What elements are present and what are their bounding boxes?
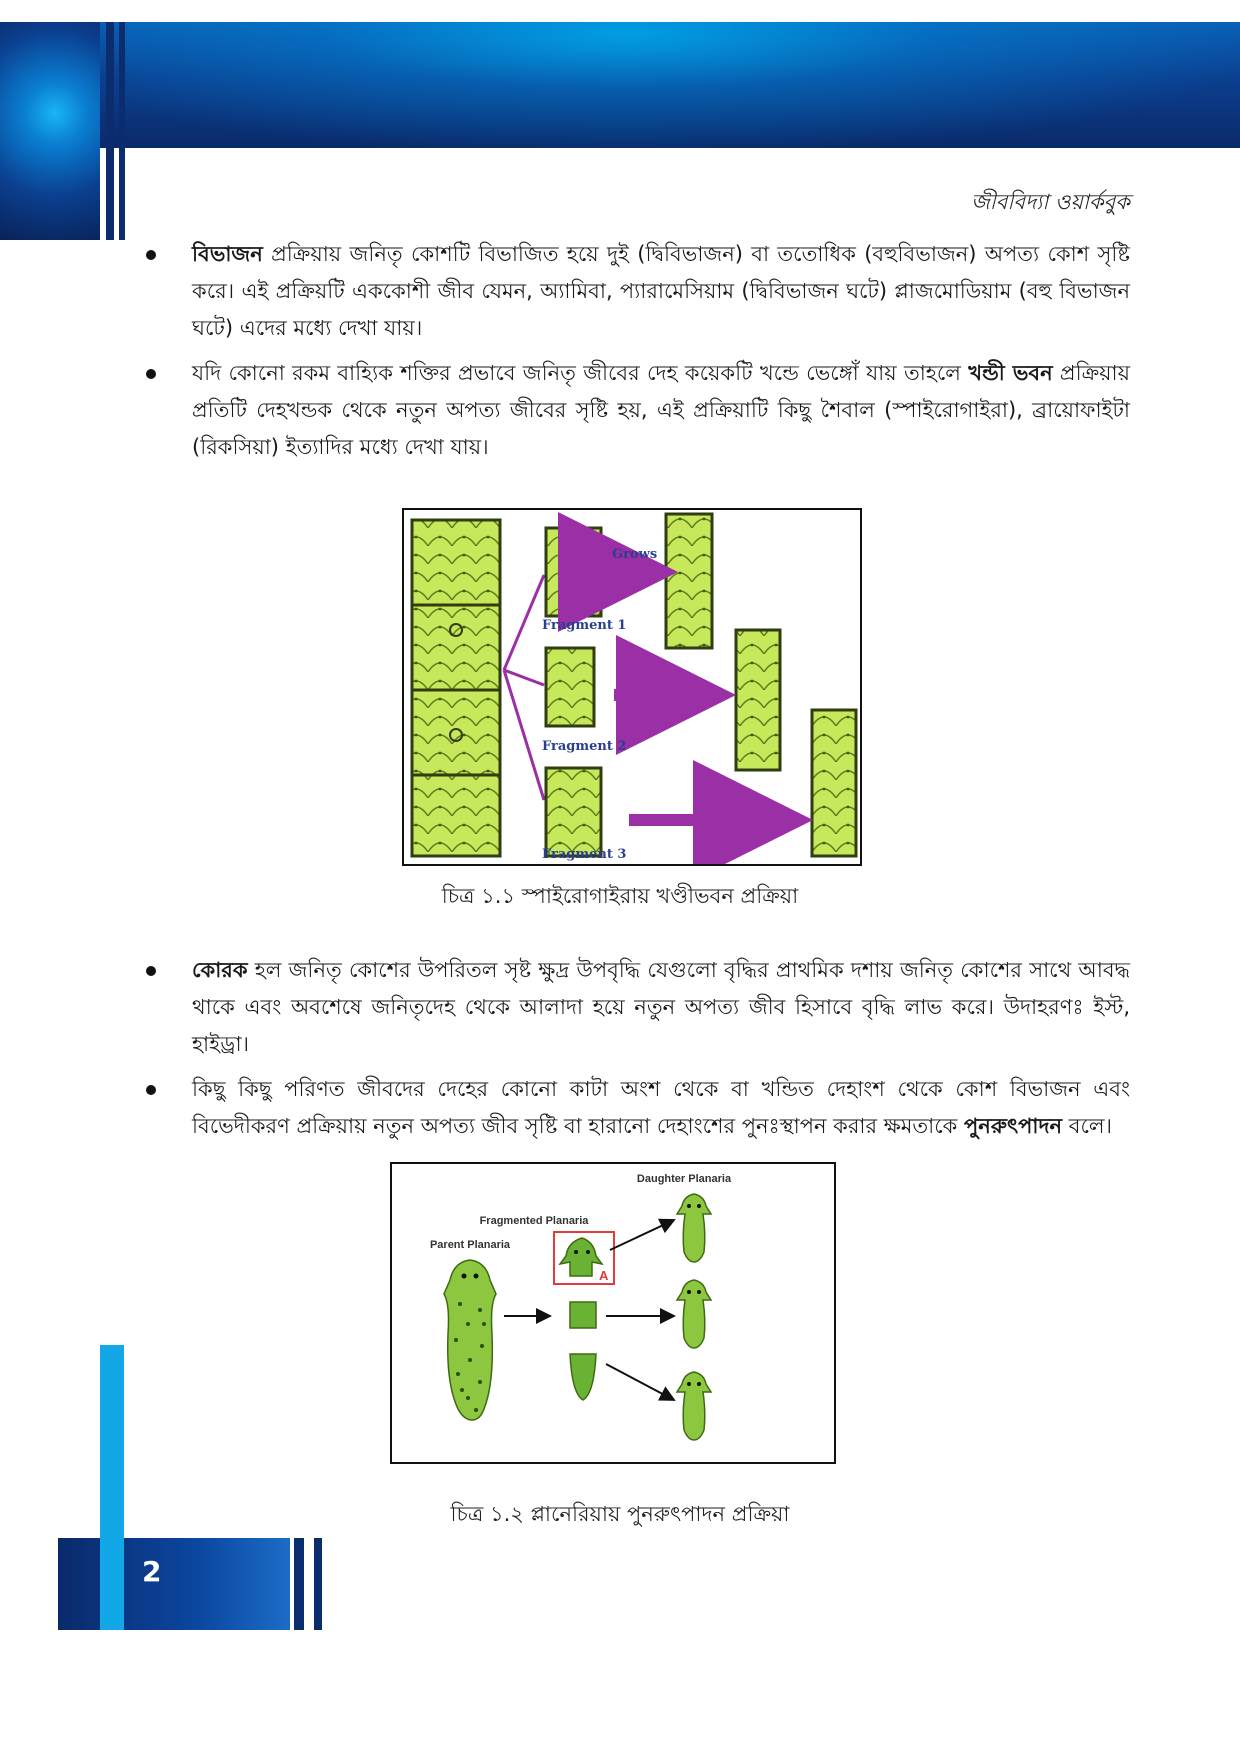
figure-caption: চিত্র ১.২ প্লানেরিয়ায় পুনরুৎপাদন প্রক্রিয়া [450,1502,790,1526]
label-fragmented-planaria: Fragmented Planaria [479,1215,589,1227]
label-grows: Grows [612,547,658,562]
header-band [0,22,1240,148]
filament-parent [412,520,500,856]
term-khandibhavan: খন্ডী ভবন [968,361,1053,385]
paragraph-text: প্রক্রিয়ায় প্রতিটি দেহখন্ডক থেকে নতুন অপত্য জীবের সৃষ্টি হয়, এই প্রক্রিয়াটি কিছু শৈবাল (স্পাইরোগাইরা), ব্রায়োফাইটা (রিকসিয়া) ইত্যাদির মধ্যে দেখা যায়। [192,361,1131,459]
bullet-icon [146,250,156,260]
footer-band [58,1538,290,1630]
fragment-3 [546,768,601,856]
term-punarutpadan: পুনরুৎপাদন [964,1114,1063,1138]
page-number: 2 [142,1555,162,1588]
fragment-2 [546,648,594,726]
paragraph-text: হল জনিতৃ কোশের উপরিতল সৃষ্ট ক্ষুদ্র উপবৃদ্ধি যেগুলো বৃদ্ধির প্রাথমিক দশায় জনিতৃ কোশের সাথে আবদ্ধ থাকে এবং অবশেষে জনিতৃদেহ থেকে আলাদা হয়ে নতুন অপত্য জীব হিসাবে বৃদ্ধি লাভ করে। উদাহরণঃ ইস্ট, হাইড্রা। [192,958,1130,1056]
paragraph-text: যদি কোনো রকম বাহ্যিক শক্তির প্রভাবে জনিতৃ জীবের দেহ কয়েকটি খন্ডে ভেঙ্গোঁ যায় তাহলে [192,361,969,385]
planaria-illustration [392,1164,834,1462]
figure-planaria [390,1162,836,1464]
paragraph-text: কিছু কিছু পরিণত জীবদের দেহের কোনো কাটা অংশ থেকে বা খন্ডিত দেহাংশ থেকে কোশ বিভাজন এবং বিভেদীকরণ প্রক্রিয়ায় নতুন অপত্য জীব সৃষ্টি বা হারানো দেহাংশের পুনঃস্থাপন করার ক্ষমতাকে [192,1077,1130,1138]
term-bivajan: বিভাজন [192,242,263,266]
parent-planaria [444,1260,496,1420]
header-stripe [119,22,125,240]
list-item [140,355,1130,466]
section-2 [140,952,1130,1153]
label-fragment-3: Fragment 3 [542,847,627,862]
bullet-list [140,952,1130,1145]
daughter-planaria-3 [677,1372,711,1440]
grown-filament-2 [736,630,780,770]
header-stripe [106,22,114,240]
spirogyra-illustration [404,510,860,864]
daughter-planaria-2 [677,1280,711,1348]
list-item [140,236,1130,347]
section-1 [140,236,1130,474]
paragraph-text: প্রক্রিয়ায় জনিতৃ কোশটি বিভাজিত হয়ে দুই (দ্বিবিভাজন) বা ততোধিক (বহুবিভাজন) অপত্য কোশ সৃষ্টি করে। এই প্রক্রিয়টি এককোশী জীব যেমন, অ্যামিবা, প্যারামেসিয়াম (দ্বিবিভাজন ঘটে) প্লাজমোডিয়াম (বহু বিভাজন ঘটে) এদের মধ্যে দেখা যায়। [192,242,1130,340]
term-korak: কোরক [192,958,248,982]
grown-filament-1 [666,514,712,648]
figure-caption: চিত্র ১.১ স্পাইরোগাইরায় খণ্ডীভবন প্রক্রিয়া [441,884,799,908]
figure-spirogyra [402,508,862,866]
fragment-middle [570,1302,596,1328]
daughter-planaria-1 [677,1194,711,1262]
running-header: জীববিদ্যা ওয়ার্কবুক [970,190,1130,214]
fragment-1 [546,528,601,616]
marker-a: A [599,1268,609,1283]
fragment-tail [570,1354,596,1400]
fragment-head [560,1238,602,1276]
paragraph-text: বলে। [1062,1114,1113,1138]
list-item [140,1071,1130,1145]
bullet-icon [146,1085,156,1095]
header-left-block [0,22,100,240]
label-parent-planaria: Parent Planaria [429,1239,511,1251]
label-fragment-1: Fragment 1 [542,618,627,633]
label-fragment-2: Fragment 2 [542,739,627,754]
bullet-icon [146,966,156,976]
footer-stripe [294,1538,304,1630]
grown-filament-3 [812,710,856,856]
bullet-list [140,236,1130,466]
label-daughter-planaria: Daughter Planaria [636,1173,732,1185]
bullet-icon [146,369,156,379]
list-item [140,952,1130,1063]
footer-stripe [100,1345,124,1630]
footer-stripe [314,1538,322,1630]
